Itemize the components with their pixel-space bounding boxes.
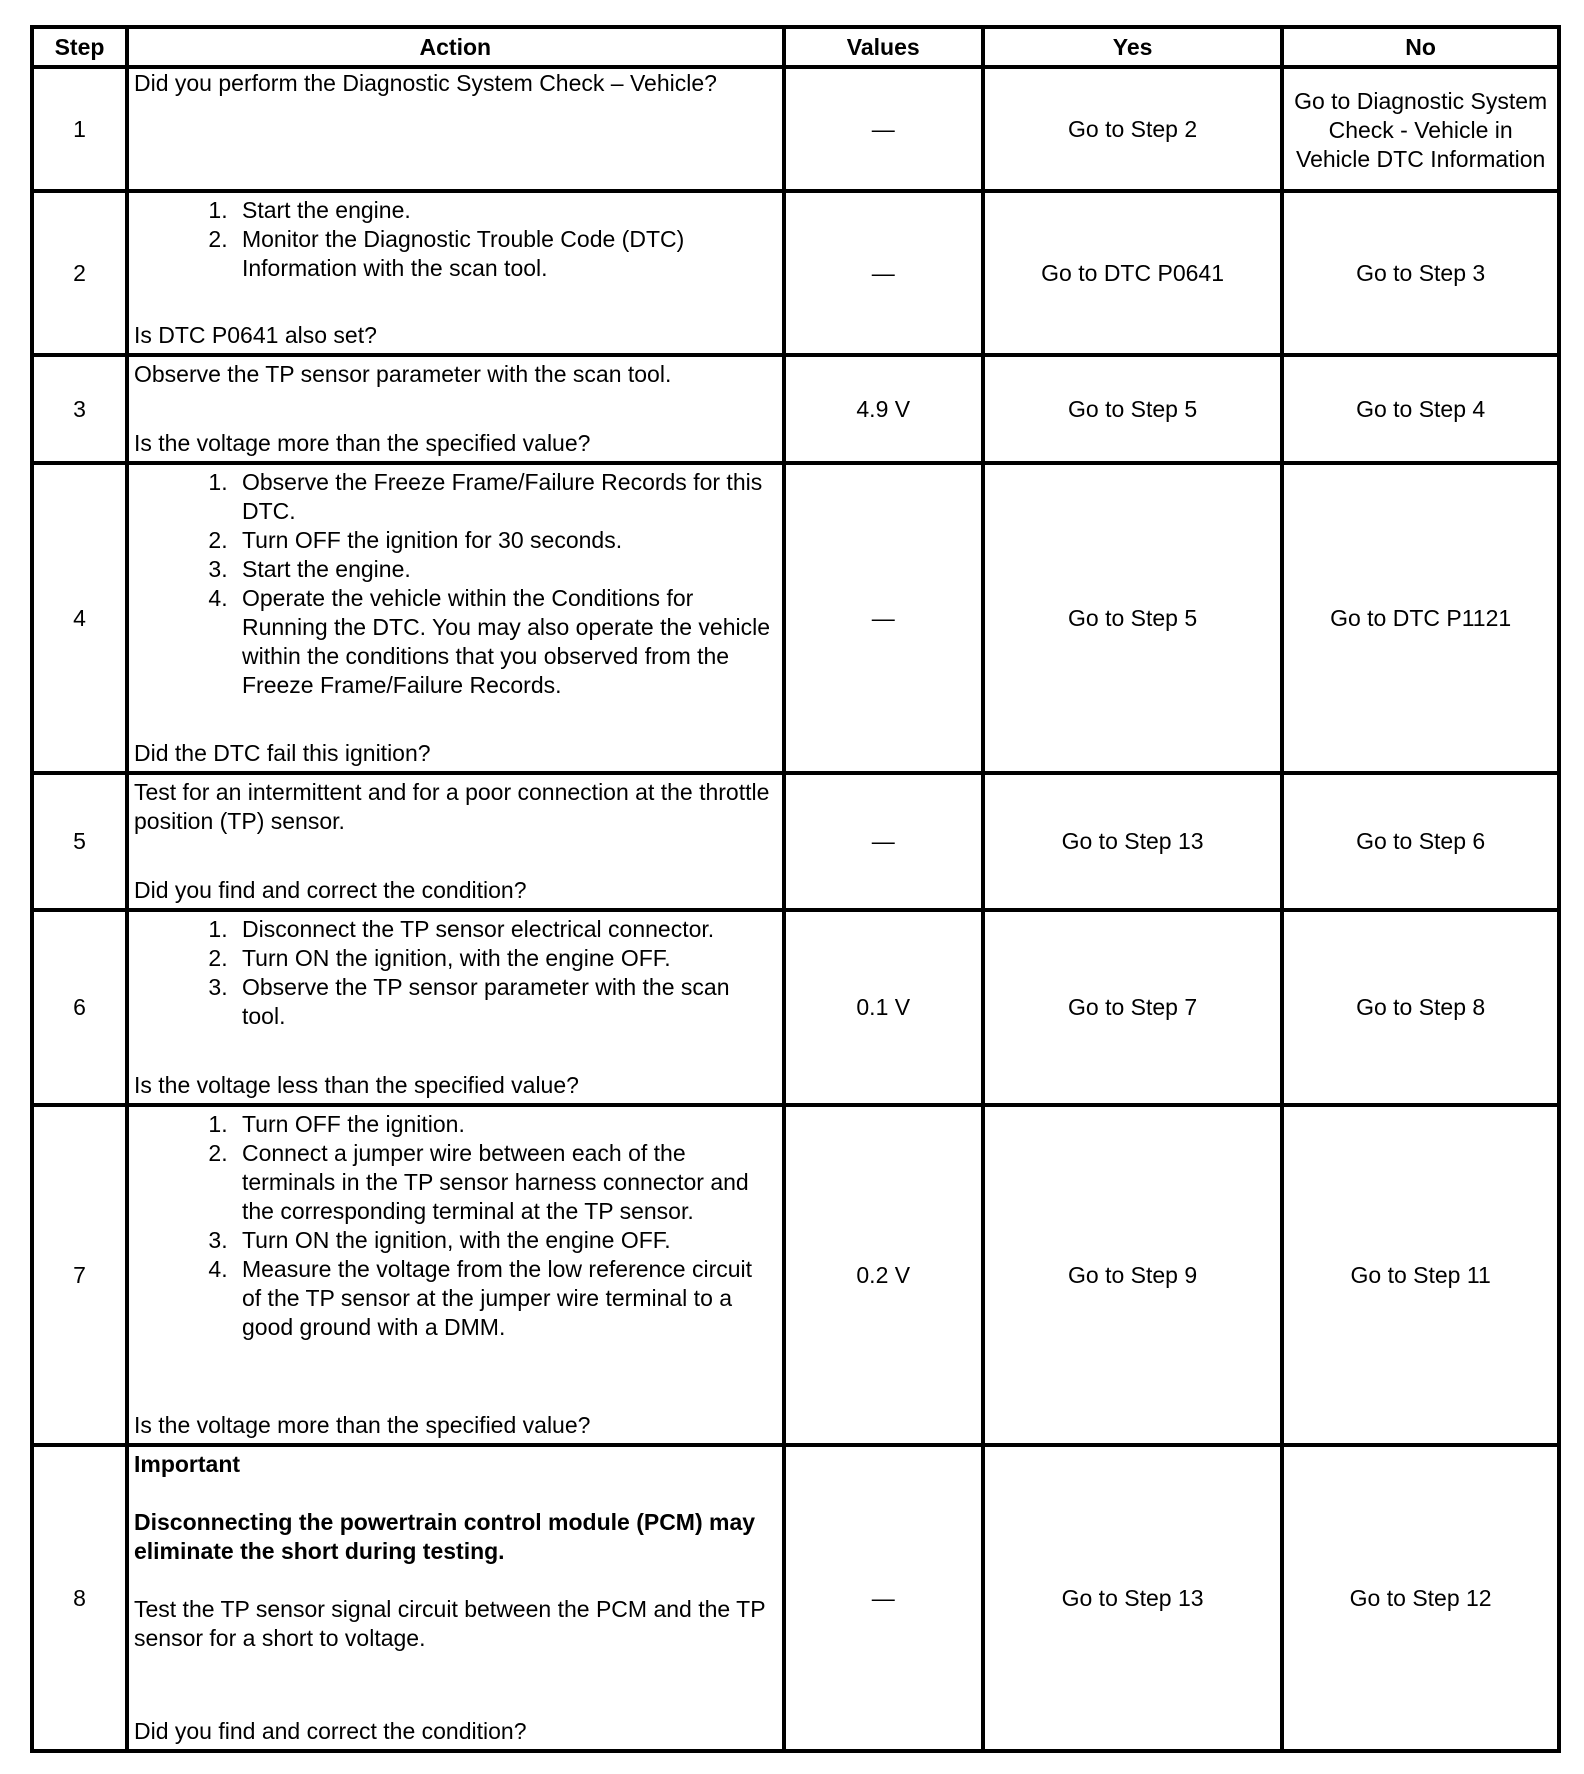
value-cell: 0.1 V [784, 910, 983, 1105]
table-row [32, 463, 1559, 773]
value-cell: 4.9 V [784, 355, 983, 463]
action-question: Did you find and correct the condition? [133, 877, 527, 903]
important-title: Important [133, 1451, 241, 1477]
header-row [32, 27, 1559, 67]
yes-cell: Go to Step 7 [983, 910, 1282, 1105]
important-note [134, 1450, 777, 1653]
action-question: Is DTC P0641 also set? [133, 322, 377, 348]
action-step-list [134, 1110, 777, 1342]
list-item: 3. Observe the TP sensor parameter with the scan tool. [234, 973, 777, 1031]
action-cell [127, 463, 784, 773]
table-row [32, 191, 1559, 355]
action-step-list [134, 915, 777, 1031]
action-step-list [134, 468, 777, 700]
value-cell: — [784, 463, 983, 773]
list-item: 3. Start the engine. [234, 555, 777, 584]
list-item: 2. Turn OFF the ignition for 30 seconds. [234, 526, 777, 555]
table-row [32, 1105, 1559, 1445]
table-row [32, 773, 1559, 910]
step-number: 8 [32, 1445, 127, 1751]
table-row [32, 67, 1559, 191]
no-cell: Go to Diagnostic System Check - Vehicle in Vehicle DTC Information [1282, 67, 1559, 191]
action-cell [127, 191, 784, 355]
value-cell: — [784, 773, 983, 910]
list-item: 4. Operate the vehicle within the Conditions for Running the DTC. You may also operate the vehicle within the conditions that you observed from the Freeze Frame/Failure Records. [234, 584, 777, 700]
action-cell [127, 1105, 784, 1445]
no-cell: Go to Step 3 [1282, 191, 1559, 355]
table-row [32, 910, 1559, 1105]
header-no: No [1282, 27, 1559, 67]
table-row [32, 355, 1559, 463]
diagnostic-table [30, 25, 1561, 1753]
action-instruction: Test the TP sensor signal circuit between the PCM and the TP sensor for a short to voltage. [133, 1596, 766, 1651]
important-text: Disconnecting the powertrain control module (PCM) may eliminate the short during testing. [133, 1509, 756, 1564]
yes-cell: Go to Step 13 [983, 1445, 1282, 1751]
action-cell [127, 67, 784, 191]
list-item: 2. Connect a jumper wire between each of the terminals in the TP sensor harness connector and the corresponding terminal at the TP sensor. [234, 1139, 777, 1226]
yes-cell: Go to DTC P0641 [983, 191, 1282, 355]
list-item: 4. Measure the voltage from the low reference circuit of the TP sensor at the jumper wire terminal to a good ground with a DMM. [234, 1255, 777, 1342]
diagnostic-table-sheet [30, 25, 1561, 1753]
action-step-list [134, 196, 777, 283]
list-item: 1. Turn OFF the ignition. [234, 1110, 777, 1139]
list-item: 1. Start the engine. [234, 196, 777, 225]
step-number: 6 [32, 910, 127, 1105]
action-question: Did you find and correct the condition? [133, 1718, 527, 1744]
no-cell: Go to Step 4 [1282, 355, 1559, 463]
no-cell: Go to Step 11 [1282, 1105, 1559, 1445]
yes-cell: Go to Step 13 [983, 773, 1282, 910]
step-number: 2 [32, 191, 127, 355]
action-cell [127, 773, 784, 910]
step-number: 3 [32, 355, 127, 463]
header-values: Values [784, 27, 983, 67]
value-cell: 0.2 V [784, 1105, 983, 1445]
list-item: 3. Turn ON the ignition, with the engine OFF. [234, 1226, 777, 1255]
step-number: 1 [32, 67, 127, 191]
value-cell: — [784, 67, 983, 191]
value-cell: — [784, 191, 983, 355]
action-cell [127, 910, 784, 1105]
list-item: 2. Monitor the Diagnostic Trouble Code (DTC) Information with the scan tool. [234, 225, 777, 283]
action-cell [127, 355, 784, 463]
no-cell: Go to Step 12 [1282, 1445, 1559, 1751]
step-number: 5 [32, 773, 127, 910]
header-yes: Yes [983, 27, 1282, 67]
list-item: 1. Observe the Freeze Frame/Failure Records for this DTC. [234, 468, 777, 526]
action-question: Is the voltage less than the specified value? [133, 1072, 579, 1098]
action-question: Did you perform the Diagnostic System Check – Vehicle? [133, 70, 717, 96]
action-question: Did the DTC fail this ignition? [133, 740, 431, 766]
action-question: Is the voltage more than the specified value? [133, 430, 591, 456]
action-instruction: Observe the TP sensor parameter with the scan tool. [133, 361, 672, 387]
step-number: 4 [32, 463, 127, 773]
action-question: Is the voltage more than the specified value? [133, 1412, 591, 1438]
step-number: 7 [32, 1105, 127, 1445]
yes-cell: Go to Step 9 [983, 1105, 1282, 1445]
action-instruction: Test for an intermittent and for a poor connection at the throttle position (TP) sensor. [133, 779, 770, 834]
value-cell: — [784, 1445, 983, 1751]
list-item: 2. Turn ON the ignition, with the engine OFF. [234, 944, 777, 973]
action-cell [127, 1445, 784, 1751]
yes-cell: Go to Step 5 [983, 355, 1282, 463]
yes-cell: Go to Step 5 [983, 463, 1282, 773]
header-step: Step [32, 27, 127, 67]
header-action: Action [127, 27, 784, 67]
table-row [32, 1445, 1559, 1751]
no-cell: Go to Step 6 [1282, 773, 1559, 910]
list-item: 1. Disconnect the TP sensor electrical connector. [234, 915, 777, 944]
no-cell: Go to DTC P1121 [1282, 463, 1559, 773]
no-cell: Go to Step 8 [1282, 910, 1559, 1105]
yes-cell: Go to Step 2 [983, 67, 1282, 191]
